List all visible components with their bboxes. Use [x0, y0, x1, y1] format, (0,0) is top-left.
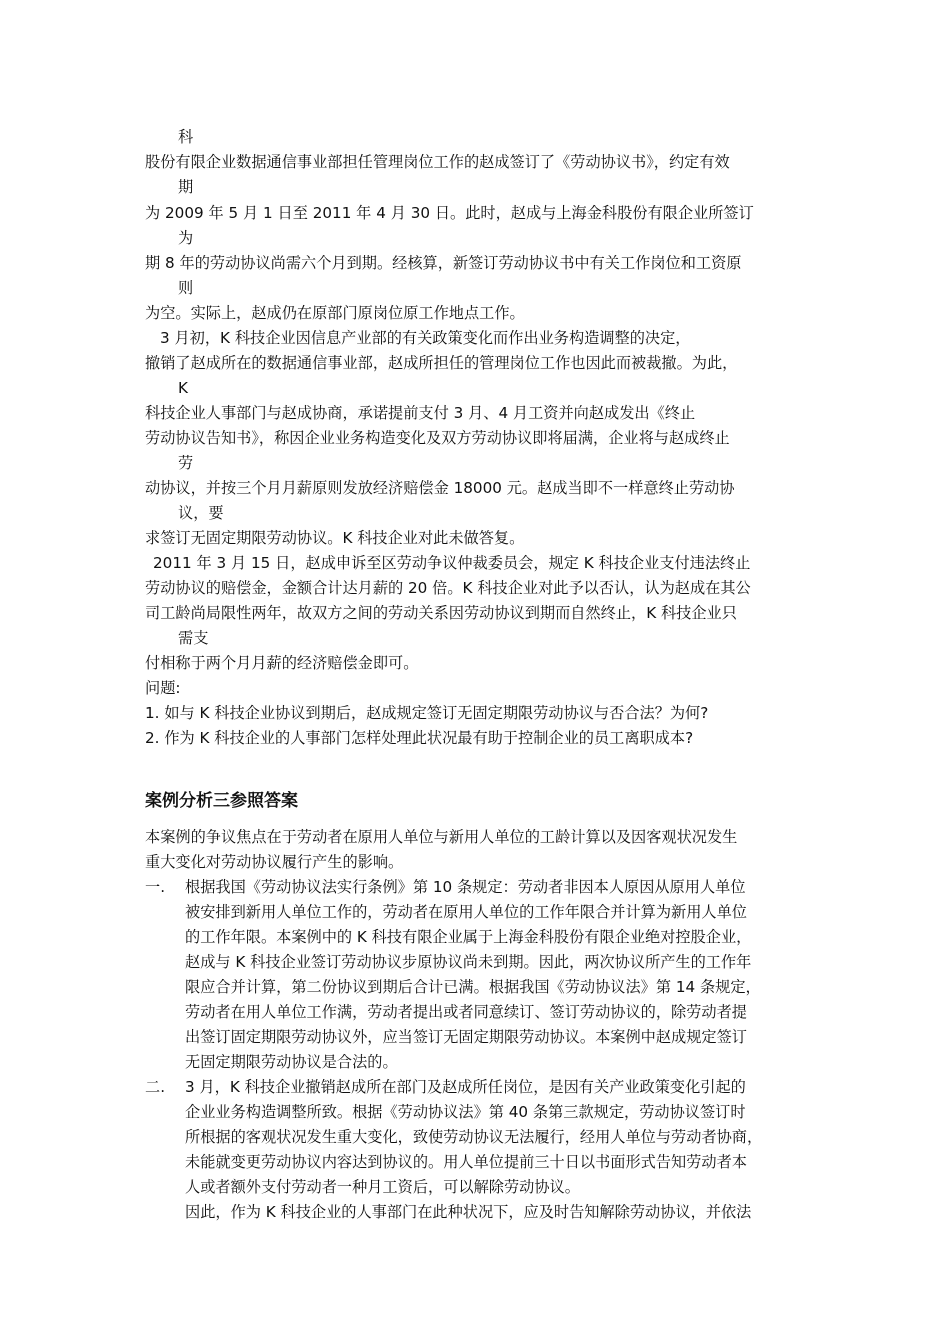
- question-item: 1. 如与 K 科技企业协议到期后，赵成规定签订无固定期限劳动协议与否合法？为何?: [145, 704, 709, 722]
- case-line: 司工龄尚局限性两年，故双方之间的劳动关系因劳动协议到期而自然终止，K 科技企业只: [145, 604, 737, 622]
- answer-line: 因此，作为 K 科技企业的人事部门在此种状况下，应及时告知解除劳动协议，并依法: [185, 1203, 752, 1221]
- case-line: 3 月初，K 科技企业因信息产业部的有关政策变化而作出业务构造调整的决定，: [160, 329, 691, 347]
- case-line: 求签订无固定期限劳动协议。K 科技企业对此未做答复。: [145, 529, 525, 547]
- case-line: 期 8 年的劳动协议尚需六个月到期。经核算，新签订劳动协议书中有关工作岗位和工资原: [145, 254, 742, 272]
- case-line: 股份有限企业数据通信事业部担任管理岗位工作的赵成签订了《劳动协议书》，约定有效: [145, 153, 730, 171]
- answer-number: 一.: [145, 878, 166, 896]
- answer-line: 劳动者在用人单位工作满，劳动者提出或者同意续订、签订劳动协议的，除劳动者提: [185, 1003, 747, 1021]
- case-line: 动协议，并按三个月月薪原则发放经济赔偿金 18000 元。赵成当即不一样意终止劳动协: [145, 479, 735, 497]
- case-line: 劳动协议的赔偿金，金额合计达月薪的 20 倍。K 科技企业对此予以否认，认为赵成在其公: [145, 579, 751, 597]
- answer-line: 3 月，K 科技企业撤销赵成所在部门及赵成所任岗位，是因有关产业政策变化引起的: [185, 1078, 746, 1096]
- intro-line: 重大变化对劳动协议履行产生的影响。: [145, 853, 404, 871]
- answer-line: 赵成与 K 科技企业签订劳动协议步原协议尚未到期。因此，两次协议所产生的工作年: [185, 953, 752, 971]
- case-line: 为: [178, 229, 194, 247]
- case-line: 科: [178, 128, 194, 146]
- case-line: 劳: [178, 454, 194, 472]
- answer-line: 企业业务构造调整所致。根据《劳动协议法》第 40 条第三款规定，劳动协议签订时: [185, 1103, 746, 1121]
- answer-line: 限应合并计算，第二份协议到期后合计已满。根据我国《劳动协议法》第 14 条规定，: [185, 978, 761, 996]
- answer-line: 所根据的客观状况发生重大变化，致使劳动协议无法履行，经用人单位与劳动者协商，: [185, 1128, 763, 1146]
- case-line: K: [178, 379, 188, 397]
- case-line: 为空。实际上，赵成仍在原部门原岗位原工作地点工作。: [145, 304, 525, 322]
- answer-number: 二.: [145, 1078, 166, 1096]
- case-line: 则: [178, 279, 194, 297]
- answer-line: 无固定期限劳动协议是合法的。: [185, 1053, 398, 1071]
- answer-line: 人或者额外支付劳动者一种月工资后，可以解除劳动协议。: [185, 1178, 580, 1196]
- intro-line: 本案例的争议焦点在于劳动者在原用人单位与新用人单位的工龄计算以及因客观状况发生: [145, 828, 738, 846]
- answer-line: 的工作年限。本案例中的 K 科技有限企业属于上海金科股份有限企业绝对控股企业，: [185, 928, 752, 946]
- case-line: 劳动协议告知书》，称因企业业务构造变化及双方劳动协议即将届满，企业将与赵成终止: [145, 429, 730, 447]
- answer-line: 根据我国《劳动协议法实行条例》第 10 条规定：劳动者非因本人原因从原用人单位: [185, 878, 746, 896]
- case-line: 撤销了赵成所在的数据通信事业部，赵成所担任的管理岗位工作也因此而被裁撤。为此，: [145, 354, 738, 372]
- case-line: 期: [178, 178, 194, 196]
- case-line: 议，要: [178, 504, 224, 522]
- case-line: 2011 年 3 月 15 日，赵成申诉至区劳动争议仲裁委员会，规定 K 科技企业支付违法终止: [153, 554, 751, 572]
- section-heading: 案例分析三参照答案: [145, 791, 298, 811]
- answer-line: 被安排到新用人单位工作的，劳动者在原用人单位的工作年限合并计算为新用人单位: [185, 903, 747, 921]
- answer-line: 出签订固定期限劳动协议外，应当签订无固定期限劳动协议。本案例中赵成规定签订: [185, 1028, 747, 1046]
- case-line: 科技企业人事部门与赵成协商，承诺提前支付 3 月、4 月工资并向赵成发出《终止: [145, 404, 696, 422]
- answer-line: 未能就变更劳动协议内容达到协议的。用人单位提前三十日以书面形式告知劳动者本: [185, 1153, 747, 1171]
- questions-label: 问题:: [145, 679, 181, 697]
- question-item: 2. 作为 K 科技企业的人事部门怎样处理此状况最有助于控制企业的员工离职成本?: [145, 729, 694, 747]
- case-line: 需支: [178, 629, 209, 647]
- case-line: 为 2009 年 5 月 1 日至 2011 年 4 月 30 日。此时，赵成与上海金科股份有限企业所签订: [145, 204, 754, 222]
- case-line: 付相称于两个月月薪的经济赔偿金即可。: [145, 654, 419, 672]
